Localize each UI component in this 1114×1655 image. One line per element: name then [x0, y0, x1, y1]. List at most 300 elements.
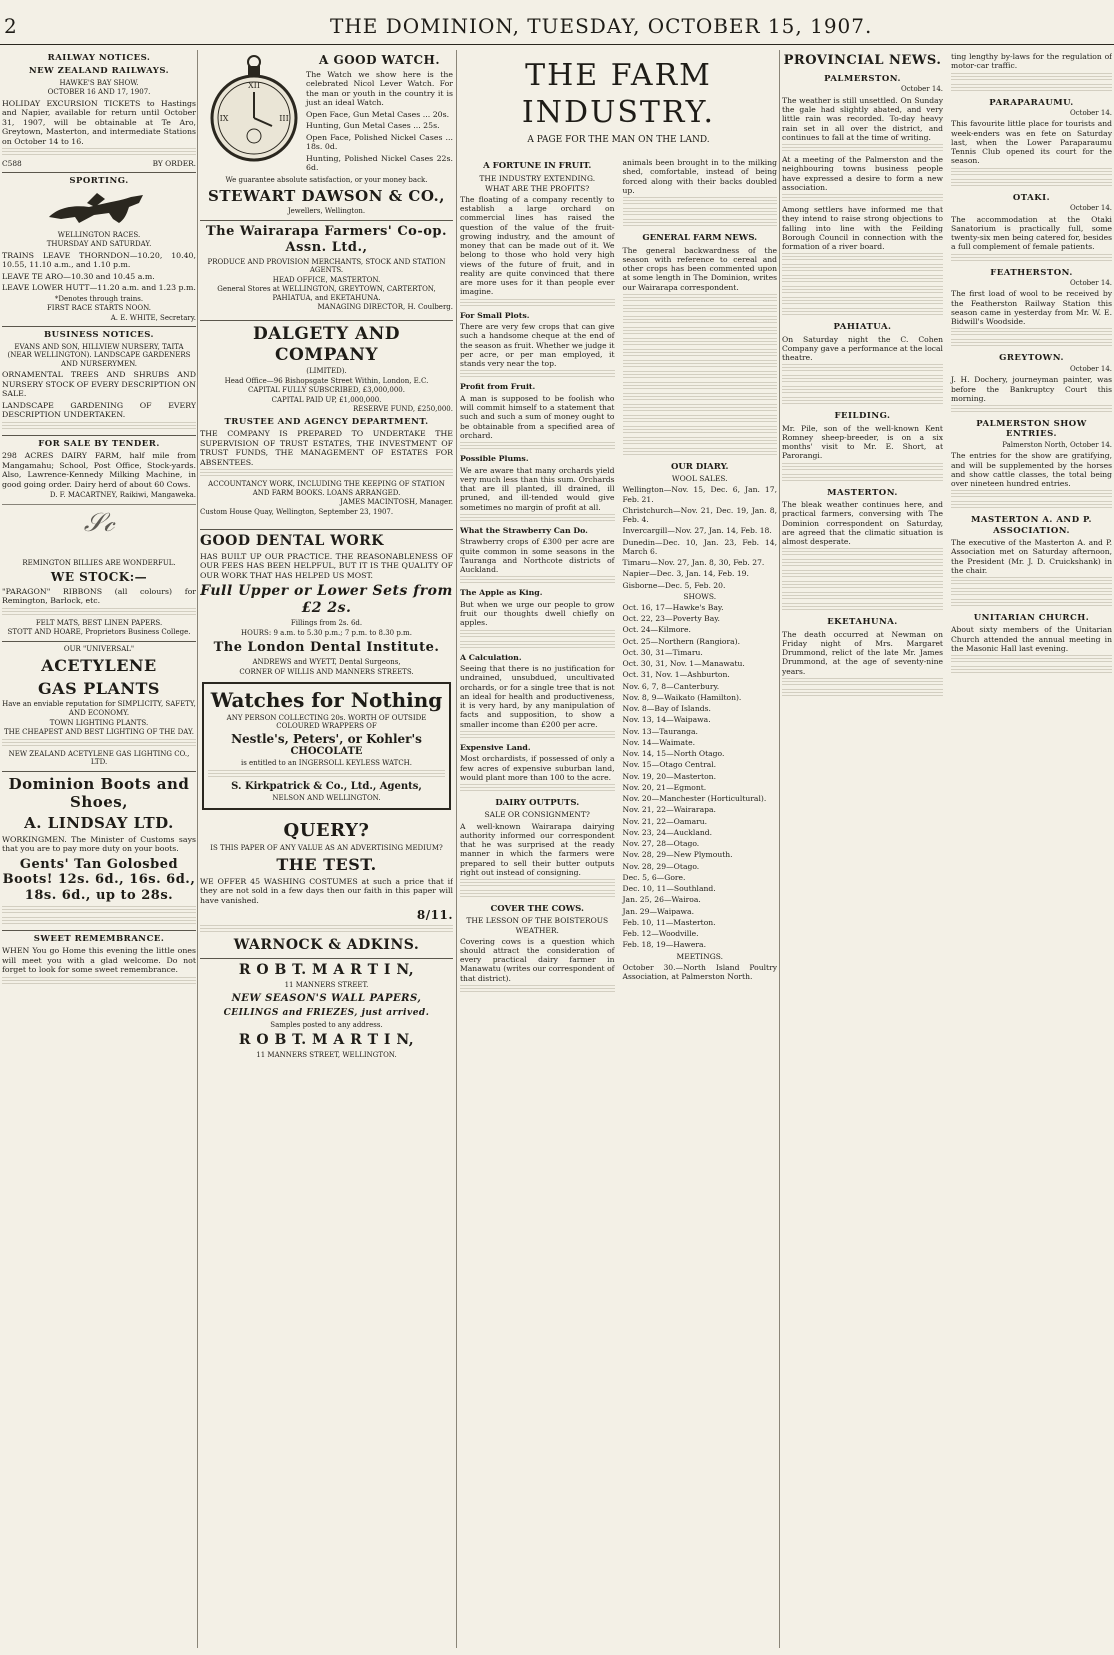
- show-item: Oct. 30, 31—Timaru.: [622, 647, 703, 657]
- text-lines: [623, 338, 778, 347]
- text-lines: [782, 275, 943, 284]
- kirkpatrick: S. Kirkpatrick & Co., Ltd., Agents,: [231, 781, 422, 793]
- secretary: A. E. WHITE, Secretary.: [110, 313, 196, 322]
- fruit-text-3: A man is supposed to be foolish who will commit himself to a statement that such and such a sum of money ought to be obtainable from a specified area of orchard.: [460, 393, 615, 440]
- apple-king: The Apple as King.: [460, 588, 543, 598]
- pahiatua: PAHIATUA.: [833, 322, 892, 333]
- small-plots: For Small Plots.: [460, 310, 530, 320]
- featherston-text: The first load of wool to be received by the Featherston Railway Station this season came in yesterday from Mr. W. E. Bidwill's Woodside.: [951, 289, 1112, 327]
- text-lines: [951, 168, 1112, 177]
- show-list: [623, 603, 778, 950]
- text-lines: [623, 294, 778, 303]
- strawberry: What the Strawberry Can Do.: [460, 525, 588, 535]
- railway-notices-heading: RAILWAY NOTICES.: [47, 53, 151, 63]
- show-item: Feb. 10, 11—Masterton.: [622, 917, 716, 927]
- text-lines: [460, 985, 615, 994]
- lindsay-ltd: A. LINDSAY LTD.: [24, 814, 174, 833]
- wool-sales: WOOL SALES.: [671, 474, 728, 484]
- london-dental: The London Dental Institute.: [213, 640, 440, 656]
- macartney: D. F. MACARTNEY, Raikiwi, Mangaweka.: [49, 491, 196, 500]
- denotes-note: *Denotes through trains.: [54, 294, 144, 303]
- text-lines: [951, 254, 1112, 263]
- column-rule: [779, 50, 780, 1648]
- universal: OUR "UNIVERSAL": [2, 641, 196, 654]
- manners-street: 11 MANNERS STREET.: [284, 981, 369, 990]
- text-lines: [782, 463, 943, 472]
- fruit-text-6: But when we urge our people to grow fruit our thoughts dwell chiefly on apples.: [460, 599, 615, 628]
- text-lines: [951, 405, 1112, 414]
- text-lines: [782, 375, 943, 384]
- palmerston-north-date: Palmerston North, October 14.: [1002, 440, 1112, 449]
- wool-6: Napier—Dec. 3, Jan. 14, Feb. 19.: [622, 569, 749, 579]
- show-item: Feb. 12—Woodville.: [622, 929, 699, 939]
- text-lines: [2, 148, 196, 157]
- felt-mats: FELT MATS, BEST LINEN PAPERS.: [35, 618, 163, 627]
- holiday-tickets-text: HOLIDAY EXCURSION TICKETS to Hastings and Napier, available for return until October 31, 1907, will be obtainable at Te Aro, Greytown, Masterton, and intermediate Stations on October 14 to 16.: [2, 98, 196, 146]
- dominion-boots: Dominion Boots and Shoes,: [2, 771, 196, 812]
- text-lines: [782, 474, 943, 483]
- show-item: Nov. 21, 22—Oamaru.: [622, 816, 708, 826]
- fruit-text-1: The floating of a company recently to establish a large orchard on commercial lines has raised the question of the value of the fruit-growing industry, and the amount of money that can be made out of it. We belong to those who hold very high views of the future of fruit, and in reality are quite convinced that there are more uses for it than people ever imagine.: [460, 194, 615, 297]
- train-times-2: LEAVE TE ARO—10.30 and 10.45 a.m.: [2, 271, 155, 281]
- column-classifieds: [2, 50, 196, 1648]
- text-lines: [951, 588, 1112, 597]
- text-lines: [951, 73, 1112, 82]
- text-lines: [623, 415, 778, 424]
- trustee-heading: TRUSTEE AND AGENCY DEPARTMENT.: [224, 417, 429, 428]
- workingmen-text: WORKINGMEN. The Minister of Customs says that you are to pay more duty on your boots.: [2, 834, 196, 854]
- trustee-text: THE COMPANY IS PREPARED TO UNDERTAKE THE SUPERVISION OF TRUST ESTATES, THE INVESTMENT OF TRUST FUNDS, THE MANAGEMENT OF ESTATES FOR ABSENTEES.: [200, 429, 453, 467]
- nelson-wellington: NELSON AND WELLINGTON.: [272, 794, 381, 803]
- otaki: OTAKI.: [1012, 192, 1051, 203]
- watch-price-3: Open Face, Polished Nickel Cases ... 18s. 0d.: [306, 132, 453, 152]
- show-item: Nov. 15—Otago Central.: [622, 760, 717, 770]
- entitled: is entitled to an INGERSOLL KEYLESS WATCH.: [240, 759, 413, 768]
- by-order: BY ORDER.: [152, 159, 196, 169]
- acetylene: ACETYLENE: [41, 656, 157, 676]
- wool-4: Dunedin—Dec. 10, Jan. 23, Feb. 14, March 6.: [622, 537, 777, 556]
- hawkes-bay-heading: HAWKE'S BAY SHOW.: [59, 78, 139, 87]
- hours: HOURS: 9 a.m. to 5.30 p.m.; 7 p.m. to 8.30 p.m.: [241, 628, 412, 637]
- wairarapa-farmers: The Wairarapa Farmers' Co-op. Assn. Ltd.,: [200, 220, 453, 256]
- sweet-remembrance: SWEET REMEMBRANCE.: [2, 930, 196, 944]
- text-lines: [460, 731, 615, 740]
- show-item: Nov. 8, 9—Waikato (Hamilton).: [622, 692, 742, 702]
- show-item: Nov. 13—Tauranga.: [622, 726, 698, 736]
- dairy-farm-ad: 298 ACRES DAIRY FARM, half mile from Mangamahu; School, Post Office, Stock-yards. Also, Lawrence-Kennedy Milking Machine, in good going order. Dairy herd of about 60 Cows.: [2, 451, 196, 489]
- thursday-saturday: THURSDAY AND SATURDAY.: [46, 240, 152, 249]
- text-lines: [782, 144, 943, 153]
- capital-subscribed: CAPITAL FULLY SUBSCRIBED, £3,000,000.: [248, 386, 405, 395]
- text-lines: [623, 327, 778, 336]
- text-lines: [782, 297, 943, 306]
- gents-boots: Gents' Tan Golosbed Boots! 12s. 6d., 16s. 6d., 18s. 6d., up to 28s.: [2, 856, 196, 904]
- text-lines: [460, 641, 615, 650]
- text-lines: [623, 360, 778, 369]
- dairy-text: A well-known Wairarapa dairying authority informed our correspondent that he was surprised at the ready manner in which the farmers were prepared to sell their butter outputs right out instead of consigning.: [460, 821, 615, 877]
- possible-plums: Possible Plums.: [460, 454, 529, 464]
- show-item: Nov. 28, 29—New Plymouth.: [622, 850, 733, 860]
- what-profits: WHAT ARE THE PROFITS?: [485, 183, 590, 193]
- text-lines: [460, 370, 615, 379]
- landscape-gardening: LANDSCAPE GARDENING OF EVERY DESCRIPTION UNDERTAKEN.: [2, 400, 196, 420]
- wool-1: Wellington—Nov. 15, Dec. 6, Jan. 17, Feb. 21.: [622, 485, 777, 504]
- text-lines: [2, 917, 196, 926]
- we-stock: WE STOCK:—: [50, 570, 148, 585]
- text-lines: [951, 84, 1112, 93]
- racehorse-icon: [39, 189, 159, 229]
- corner-address: CORNER OF WILLIS AND MANNERS STREETS.: [239, 667, 414, 676]
- text-lines: [782, 386, 943, 395]
- text-lines: [200, 469, 453, 478]
- reserve-fund: RESERVE FUND, £250,000.: [352, 405, 453, 414]
- show-item: Nov. 23, 24—Auckland.: [622, 827, 713, 837]
- show-item: Jan. 29—Waipawa.: [622, 906, 694, 916]
- text-lines: [460, 879, 615, 888]
- train-times-1: TRAINS LEAVE THORNDON—10.20, 10.40, 10.55, 11.10 a.m., and 1.10 p.m.: [2, 250, 196, 270]
- show-item: Oct. 24—Kilmore.: [622, 625, 691, 635]
- text-lines: [782, 194, 943, 203]
- ad-code: C588: [2, 159, 22, 169]
- text-lines: [208, 770, 445, 779]
- cows-continued: animals been brought in to the milking shed, comfortable, instead of being forced along with their backs doubled up.: [622, 158, 777, 195]
- masterton-ap-text: The executive of the Masterton A. and P. Association met on Saturday afternoon, the President (Mr. J. D. Cruickshank) in the chair.: [951, 538, 1112, 575]
- town-lighting: TOWN LIGHTING PLANTS.: [49, 718, 149, 727]
- date-1: October 14.: [900, 85, 943, 94]
- general-farm-news: GENERAL FARM NEWS.: [642, 233, 758, 244]
- show-item: Nov. 27, 28—Otago.: [622, 839, 700, 849]
- cover-cows: COVER THE COWS.: [490, 904, 584, 915]
- watch-price-4: Hunting, Polished Nickel Cases 22s. 6d.: [306, 153, 453, 173]
- good-watch-heading: A GOOD WATCH.: [318, 53, 441, 67]
- text-lines: [460, 630, 615, 639]
- show-item: Nov. 14—Waimate.: [622, 737, 695, 747]
- pocket-watch-icon: [208, 54, 300, 166]
- masterton: MASTERTON.: [827, 487, 898, 498]
- warnock-adkins: WARNOCK & ADKINS.: [233, 936, 420, 953]
- wool-2: Christchurch—Nov. 21, Dec. 19, Jan. 8, Feb. 4.: [622, 505, 777, 525]
- text-lines: [200, 925, 453, 934]
- text-lines: [623, 448, 778, 457]
- text-lines: [782, 397, 943, 406]
- macintosh: JAMES MACINTOSH, Manager.: [340, 498, 453, 507]
- svg-text:XII: XII: [247, 81, 261, 90]
- text-lines: [951, 490, 1112, 499]
- stewart-dawson: STEWART DAWSON & CO.,: [208, 187, 445, 206]
- farm-industry-title: THE FARM INDUSTRY.: [521, 58, 716, 130]
- wellington-races: WELLINGTON RACES.: [57, 230, 141, 239]
- fruit-text-4: We are aware that many orchards yield very much less than this sum. Orchards that are ill planted, ill drained, ill pruned, and ill-tended would give sometimes no margin of profit at all.: [460, 465, 615, 512]
- text-lines: [782, 592, 943, 601]
- svg-text:III: III: [279, 114, 289, 123]
- page-number: 2: [4, 14, 17, 38]
- farm-col-right: [623, 156, 778, 996]
- fruit-text-8: Most orchardists, if possessed of only a few acres of expensive suburban land, would plant more than 100 to the acre.: [460, 754, 615, 782]
- text-lines: [2, 608, 196, 617]
- london-office: Head Office—96 Bishopsgate Street Within, London, E.C.: [224, 376, 429, 385]
- meetings: MEETINGS.: [676, 951, 723, 961]
- masthead: [0, 0, 1114, 45]
- text-lines: [623, 371, 778, 380]
- eketahuna-text: The death occurred at Newman on Friday night of Mrs. Margaret Drummond, relict of the late Mr. James Drummond, at the age of seventy-nine years.: [782, 629, 943, 676]
- the-test: THE TEST.: [276, 855, 377, 875]
- text-lines: [782, 570, 943, 579]
- capital-paid: CAPITAL PAID UP, £1,000,000.: [271, 395, 382, 404]
- text-lines: [782, 559, 943, 568]
- by-order-row: [2, 159, 196, 168]
- masterton-ap: MASTERTON A. AND P. ASSOCIATION.: [971, 515, 1092, 536]
- text-lines: [782, 548, 943, 557]
- text-lines: [623, 437, 778, 446]
- managing-director: MANAGING DIRECTOR, H. Coulberg.: [317, 303, 453, 312]
- andrews-wyett: ANDREWS and WYETT, Dental Surgeons,: [252, 658, 401, 667]
- accountancy: ACCOUNTANCY WORK, INCLUDING THE KEEPING OF STATION AND FARM BOOKS. LOANS ARRANGED.: [208, 480, 445, 497]
- handwritten-ad: 𝒮𝒸: [2, 504, 196, 558]
- text-lines: [460, 890, 615, 899]
- text-lines: [460, 299, 615, 308]
- watches-for-nothing-ad: [202, 682, 451, 810]
- date-4: October 14.: [1069, 278, 1112, 287]
- show-item: Nov. 8—Bay of Islands.: [622, 704, 711, 714]
- nestles: Nestle's, Peters', or Kohler's: [231, 731, 422, 746]
- watch-price-1: Open Face, Gun Metal Cases ... 20s.: [306, 109, 450, 119]
- show-item: Oct. 25—Northern (Rangiora).: [622, 636, 740, 646]
- reputation: Have an enviable reputation for SIMPLICITY, SAFETY, AND ECONOMY.: [2, 700, 196, 717]
- text-lines: [782, 264, 943, 273]
- text-lines: [623, 305, 778, 314]
- general-text: The general backwardness of the season with reference to cereal and other crops has been commented upon at some length in The Dominion, writes our Wairarapa correspondent.: [622, 245, 777, 292]
- nz-railways-heading: NEW ZEALAND RAILWAYS.: [28, 66, 170, 77]
- column-rule: [456, 50, 457, 1648]
- text-lines: [460, 442, 615, 451]
- good-dental-work: GOOD DENTAL WORK: [200, 529, 453, 550]
- column-rule: [197, 50, 198, 1648]
- unitarian-church: UNITARIAN CHURCH.: [973, 613, 1090, 624]
- business-notices-heading: BUSINESS NOTICES.: [2, 326, 196, 340]
- show-item: Nov. 20—Manchester (Horticultural).: [622, 794, 767, 804]
- palmerston-text-2: At a meeting of the Palmerston and the neighbouring towns business people have expressed a desire to form a new association.: [782, 155, 943, 192]
- custom-house: Custom House Quay, Wellington, September 23, 1907.: [200, 507, 394, 516]
- profit-fruit: Profit from Fruit.: [460, 382, 536, 392]
- wool-5: Timaru—Nov. 27, Jan. 8, 30, Feb. 27.: [622, 558, 765, 568]
- show-item: Nov. 21, 22—Wairarapa.: [622, 805, 716, 815]
- wool-3: Invercargill—Nov. 27, Jan. 14, Feb. 18.: [622, 526, 772, 536]
- robt-martin: R O B T. M A R T I N,: [200, 958, 453, 979]
- text-lines: [623, 208, 778, 217]
- watch-text: The Watch we show here is the celebrated Nicol Lever Watch. For the man or youth in the country it is just an ideal Watch.: [306, 69, 453, 108]
- greytown-text: J. H. Dochery, journeyman painter, was before the Bankruptcy Court this morning.: [951, 375, 1112, 403]
- price-8-11: 8/11.: [416, 908, 453, 923]
- calculation: A Calculation.: [460, 652, 522, 662]
- robt-martin-2: R O B T. M A R T I N,: [238, 1032, 415, 1049]
- farm-col-left: [460, 156, 615, 996]
- palmerston-text-1: The weather is still unsettled. On Sunday the gale had slightly abated, and very little rain was recorded. To-day heavy rain set in all over the district, and continues to fall at the time of writing.: [782, 95, 943, 142]
- text-lines: [782, 603, 943, 612]
- unitarian-text: About sixty members of the Unitarian Church attended the annual meeting in the Masonic Hall last evening.: [951, 625, 1112, 653]
- ornamental-trees: ORNAMENTAL TREES AND SHRUBS AND NURSERY STOCK OF EVERY DESCRIPTION ON SALE.: [2, 370, 196, 399]
- guarantee: We guarantee absolute satisfaction, or your money back.: [225, 175, 428, 184]
- text-lines: [623, 219, 778, 228]
- stott-hoare: STOTT AND HOARE, Proprietors Business College.: [7, 628, 191, 637]
- text-lines: [782, 678, 943, 687]
- date-2: October 14.: [1069, 108, 1112, 117]
- text-lines: [460, 514, 615, 523]
- text-lines: [951, 599, 1112, 608]
- text-lines: [782, 253, 943, 262]
- text-lines: [460, 784, 615, 793]
- paraparaumu: PARAPARAUMU.: [989, 97, 1074, 108]
- any-person: ANY PERSON COLLECTING 20s. WORTH OF OUTSIDE COLOURED WRAPPERS OF: [226, 713, 427, 731]
- provincial-heading: PROVINCIAL NEWS.: [783, 53, 942, 68]
- show-item: Nov. 14, 15—North Otago.: [622, 749, 725, 759]
- svg-text:IX: IX: [219, 114, 229, 123]
- farm-subtitle: A PAGE FOR THE MAN ON THE LAND.: [527, 135, 710, 146]
- wool-7: Gisborne—Dec. 5, Feb. 20.: [622, 580, 726, 590]
- eketahuna: EKETAHUNA.: [827, 617, 898, 628]
- text-lines: [623, 382, 778, 391]
- shows: SHOWS.: [683, 591, 717, 601]
- feilding: FEILDING.: [834, 411, 891, 422]
- washing-costumes: WE OFFER 45 WASHING COSTUMES at such a price that if they are not sold in a few days then our faith in this paper will have vanished.: [200, 876, 453, 905]
- text-lines: [951, 577, 1112, 586]
- fruit-text-2: There are very few crops that can give such a handsome cheque at the end of the season as fruit. Whether we judge it per acre, or per man employed, it stands very near the top.: [460, 322, 615, 369]
- dalgety: DALGETY AND COMPANY: [200, 320, 453, 365]
- show-item: Dec. 10, 11—Southland.: [622, 884, 716, 894]
- show-item: Feb. 18, 19—Hawera.: [622, 940, 706, 950]
- limited: (LIMITED).: [306, 367, 347, 376]
- full-upper-sets: Full Upper or Lower Sets from £2 2s.: [200, 583, 453, 617]
- branches: General Stores at WELLINGTON, GREYTOWN, CARTERTON, PAHIATUA, and EKETAHUNA.: [217, 285, 436, 302]
- text-lines: [623, 349, 778, 358]
- show-item: Oct. 22, 23—Poverty Bay.: [622, 614, 720, 624]
- evans-nursery: EVANS AND SON, HILLVIEW NURSERY, TAITA (NEAR WELLINGTON). LANDSCAPE GARDENERS AND NURSERYMEN.: [7, 342, 191, 368]
- ceilings-friezes: CEILINGS and FRIEZES, just arrived.: [223, 1007, 430, 1018]
- text-lines: [951, 339, 1112, 348]
- paraparaumu-text: This favourite little place for tourists and week-enders was en fete on Saturday last, when the Lower Paraparaumu Tennis Club opened its court for the season.: [951, 119, 1112, 166]
- hawkes-bay-dates: OCTOBER 16 AND 17, 1907.: [47, 88, 151, 97]
- text-lines: [782, 364, 943, 373]
- sale-consignment: SALE OR CONSIGNMENT?: [484, 810, 590, 820]
- show-item: Jan. 25, 26—Wairoa.: [622, 895, 701, 905]
- text-lines: [623, 426, 778, 435]
- watches-heading: Watches for Nothing: [210, 688, 443, 713]
- text-lines: [2, 739, 196, 748]
- expensive-land: Expensive Land.: [460, 742, 531, 752]
- new-season-papers: NEW SEASON'S WALL PAPERS,: [231, 992, 422, 1004]
- column-farm-industry: [460, 50, 777, 1648]
- featherston: FEATHERSTON.: [990, 267, 1073, 278]
- watch-price-2: Hunting, Gun Metal Cases ... 25s.: [306, 121, 440, 131]
- text-lines: [782, 308, 943, 317]
- fortune-heading: A FORTUNE IN FRUIT.: [483, 161, 592, 172]
- cows-text: Covering cows is a question which should attract the consideration of every practical dairy farmer in Manawatu (writes our correspondent of that district).: [460, 936, 615, 983]
- column-provincial-news: [782, 50, 1112, 1648]
- jewellers: Jewellers, Wellington.: [287, 207, 366, 216]
- for-sale-heading: FOR SALE BY TENDER.: [2, 435, 196, 449]
- paragon-ribbons: "PARAGON" RIBBONS (all colours) for Remington, Barlock, etc.: [2, 586, 196, 606]
- cheapest: THE CHEAPEST AND BEST LIGHTING OF THE DAY.: [4, 728, 194, 737]
- text-lines: [623, 197, 778, 206]
- show-item: Oct. 16, 17—Hawke's Bay.: [622, 602, 724, 612]
- column-display-ads: [200, 50, 453, 1648]
- text-lines: [460, 576, 615, 585]
- boisterous-weather: THE LESSON OF THE BOISTEROUS WEATHER.: [466, 916, 609, 935]
- prov-col-left: [782, 50, 943, 700]
- text-lines: [623, 316, 778, 325]
- palmerston: PALMERSTON.: [824, 73, 901, 84]
- continued-text: ting lengthy by-laws for the regulation of motor-car traffic.: [951, 52, 1112, 71]
- sporting-heading: SPORTING.: [2, 172, 196, 186]
- text-lines: [2, 422, 196, 431]
- remington: REMINGTON BILLIES ARE WONDERFUL.: [22, 558, 176, 567]
- palmerston-text-3: Among settlers have informed me that they intend to raise strong objections to falling into line with the Feilding Borough Council in connection with the formation of a river board.: [782, 205, 943, 251]
- feilding-text: Mr. Pile, son of the well-known Kent Romney sheep-breeder, is on a six months' visit to Mr. E. Short, at Parorangi.: [782, 423, 943, 461]
- show-item: Dec. 5, 6—Gore.: [622, 872, 686, 882]
- newspaper-title: THE DOMINION, TUESDAY, OCTOBER 15, 1907.: [330, 14, 873, 38]
- nz-acetylene-co: NEW ZEALAND ACETYLENE GAS LIGHTING CO., LTD.: [8, 749, 190, 767]
- text-lines: [2, 977, 196, 986]
- text-lines: [782, 689, 943, 698]
- text-lines: [2, 906, 196, 915]
- fillings: Fillings from 2s. 6d.: [290, 619, 363, 628]
- dental-text: HAS BUILT UP OUR PRACTICE. THE REASONABLENESS OF OUR FEES HAS BEEN HELPFUL, BUT IT IS THE QUALITY OF OUR WORK THAT HAS HELPED US MOST.: [200, 551, 453, 580]
- otaki-text: The accommodation at the Otaki Sanatorium is practically full, some twenty-six men being catered for, besides a full complement of female patients.: [951, 214, 1112, 252]
- text-lines: [951, 666, 1112, 675]
- our-diary: OUR DIARY.: [670, 461, 729, 472]
- masterton-text: The bleak weather continues here, and practical farmers, conversing with The Dominion correspondent on Saturday, are agreed that the climatic situation is almost desperate.: [782, 500, 943, 547]
- show-item: Nov. 28, 29—Otago.: [622, 861, 700, 871]
- produce: PRODUCE AND PROVISION MERCHANTS, STOCK AND STATION AGENTS.: [207, 257, 446, 275]
- palmerston-show: PALMERSTON SHOW ENTRIES.: [976, 419, 1087, 440]
- show-item: Nov. 13, 14—Waipawa.: [622, 715, 711, 725]
- dairy-outputs: DAIRY OUTPUTS.: [495, 798, 580, 809]
- show-item: Nov. 20, 21—Egmont.: [622, 782, 707, 792]
- show-item: Nov. 6, 7, 8—Canterbury.: [622, 681, 720, 691]
- meetings-text: October 30.—North Island Poultry Association, at Palmerston North.: [622, 962, 777, 982]
- text-lines: [951, 328, 1112, 337]
- date-3: October 14.: [1069, 204, 1112, 212]
- is-paper-value: IS THIS PAPER OF ANY VALUE AS AN ADVERTISING MEDIUM?: [210, 843, 443, 852]
- train-times-3: LEAVE LOWER HUTT—11.20 a.m. and 1.23 p.m.: [2, 283, 196, 293]
- gas-plants: GAS PLANTS: [38, 678, 160, 698]
- industry-extending: THE INDUSTRY EXTENDING.: [479, 173, 596, 183]
- text-lines: [951, 655, 1112, 664]
- show-item: Oct. 31, Nov. 1—Ashburton.: [622, 670, 730, 680]
- first-race: FIRST RACE STARTS NOON.: [46, 304, 152, 313]
- show-entries-text: The entries for the show are gratifying, and will be supplemented by the horses and show cattle classes, the total being over nineteen hundred entries.: [951, 451, 1112, 489]
- pahiatua-text: On Saturday night the C. Cohen Company gave a performance at the local theatre.: [782, 334, 943, 363]
- sweet-text: WHEN You go Home this evening the little ones will meet you with a glad welcome. Do not forget to look for some sweet remembrance.: [2, 946, 196, 975]
- fruit-text-7: Seeing that there is no justification for undrained, unsubdued, uncultivated orchards, or for a single tree that is not an ideal for health and productiveness, it is very hard, by any manipulation of facts and supposition, to show a smaller income than £200 per acre.: [460, 664, 615, 729]
- show-item: Nov. 19, 20—Masterton.: [622, 771, 716, 781]
- fruit-text-5: Strawberry crops of £300 per acre are quite common in some seasons in the Tauranga and Northcote districts of Auckland.: [460, 537, 615, 575]
- head-office: HEAD OFFICE, MASTERTON.: [272, 275, 381, 284]
- text-lines: [951, 179, 1112, 188]
- chocolate: CHOCOLATE: [290, 746, 363, 758]
- text-lines: [951, 501, 1112, 510]
- text-lines: [782, 581, 943, 590]
- prov-col-right: [951, 50, 1112, 700]
- text-lines: [623, 404, 778, 413]
- date-5: October 14.: [1069, 364, 1112, 373]
- text-lines: [782, 286, 943, 295]
- query-heading: QUERY?: [283, 819, 370, 841]
- show-item: Oct. 30, 31, Nov. 1—Manawatu.: [622, 659, 745, 669]
- manners-street-2: 11 MANNERS STREET, WELLINGTON.: [256, 1051, 397, 1060]
- greytown: GREYTOWN.: [999, 353, 1064, 364]
- text-lines: [623, 393, 778, 402]
- samples-posted: Samples posted to any address.: [270, 1020, 383, 1029]
